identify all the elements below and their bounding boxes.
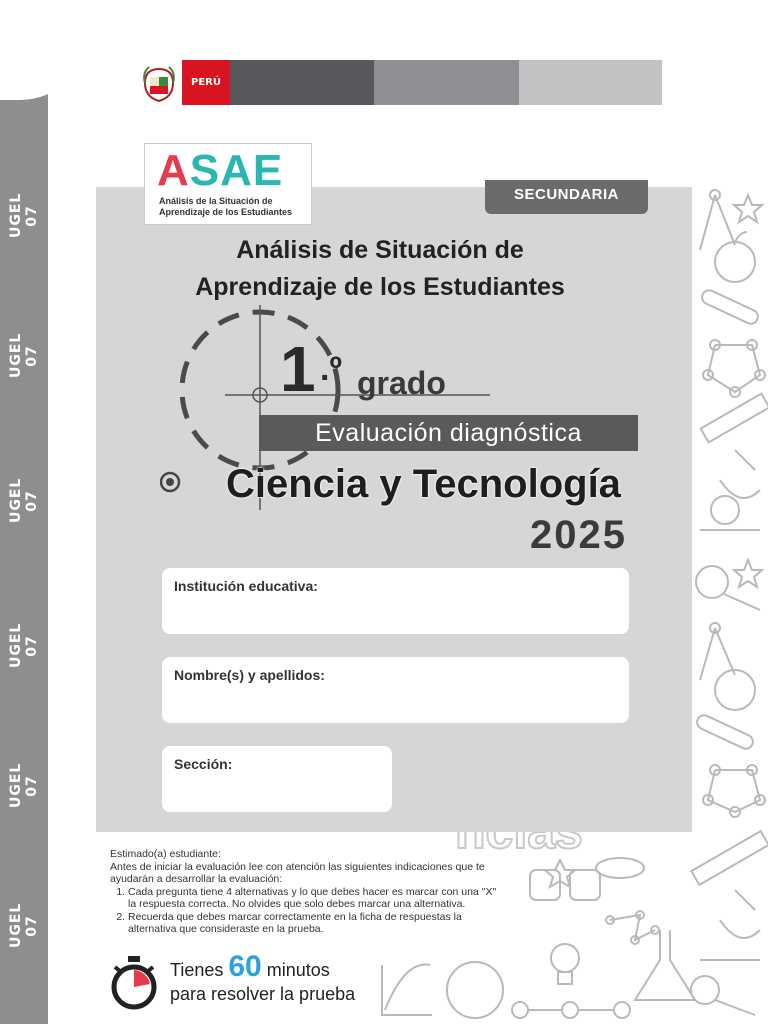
- side-strip: [0, 0, 48, 1024]
- section-field[interactable]: [162, 746, 392, 812]
- instructions-greeting: Estimado(a) estudiante:: [110, 848, 221, 860]
- evaluation-label: Evaluación diagnóstica: [259, 415, 638, 451]
- list-item: 2. Recuerda que debes marcar correctamente en la ficha de respuestas la alternativa que consideraste en la prueba.: [128, 911, 506, 936]
- side-label: UGEL 07: [8, 332, 40, 378]
- instructions-list: [110, 886, 506, 936]
- header-bar-dark: [230, 60, 374, 105]
- subject-title: Ciencia y Tecnología: [226, 462, 621, 506]
- grade-word: grado: [357, 365, 446, 401]
- country-label: PERÚ: [182, 60, 230, 105]
- year-label: 2025: [530, 513, 627, 557]
- grade-number: 1: [280, 333, 316, 405]
- grade-degree: .º: [320, 350, 342, 388]
- institution-field[interactable]: [162, 568, 629, 634]
- side-label: UGEL 07: [8, 762, 40, 808]
- side-label: UGEL 07: [8, 477, 40, 523]
- timer-text: Tienes 60 minutos para resolver la prueba: [170, 950, 356, 1004]
- header-bar-mid: [374, 60, 519, 105]
- strip-corner-arc: [0, 0, 90, 100]
- institution-label: Institución educativa:: [174, 578, 318, 594]
- section-label: Sección:: [174, 756, 233, 772]
- side-label: UGEL 07: [8, 622, 40, 668]
- list-item: 1. Cada pregunta tiene 4 alternativas y lo que debes hacer es marcar con una "X" la respuesta correcta. No olvides que solo debes marcar una alternativa.: [128, 886, 506, 911]
- peru-crest-icon: [136, 60, 182, 105]
- stopwatch-icon: [107, 955, 161, 1011]
- page-title: Análisis de Situación de Aprendizaje de los Estudiantes: [195, 236, 565, 301]
- timer-minutes: 60: [228, 950, 262, 983]
- instructions: [110, 848, 506, 936]
- asae-subtitle: Análisis de la Situación de Aprendizaje de los Estudiantes: [159, 196, 293, 217]
- header-bar-light: [519, 60, 662, 105]
- header-bar: [136, 60, 662, 105]
- name-label: Nombre(s) y apellidos:: [174, 667, 325, 683]
- asae-acronym: ASAE: [157, 146, 284, 195]
- asae-logo: [144, 143, 312, 225]
- instructions-intro: Antes de iniciar la evaluación lee con atención las siguientes indicaciones que te ayudarán a desarrollar la evaluación:: [110, 860, 485, 885]
- name-field[interactable]: [162, 657, 629, 723]
- side-label: UGEL 07: [8, 902, 40, 948]
- side-label: UGEL 07: [8, 192, 40, 238]
- level-badge: SECUNDARIA: [485, 180, 648, 214]
